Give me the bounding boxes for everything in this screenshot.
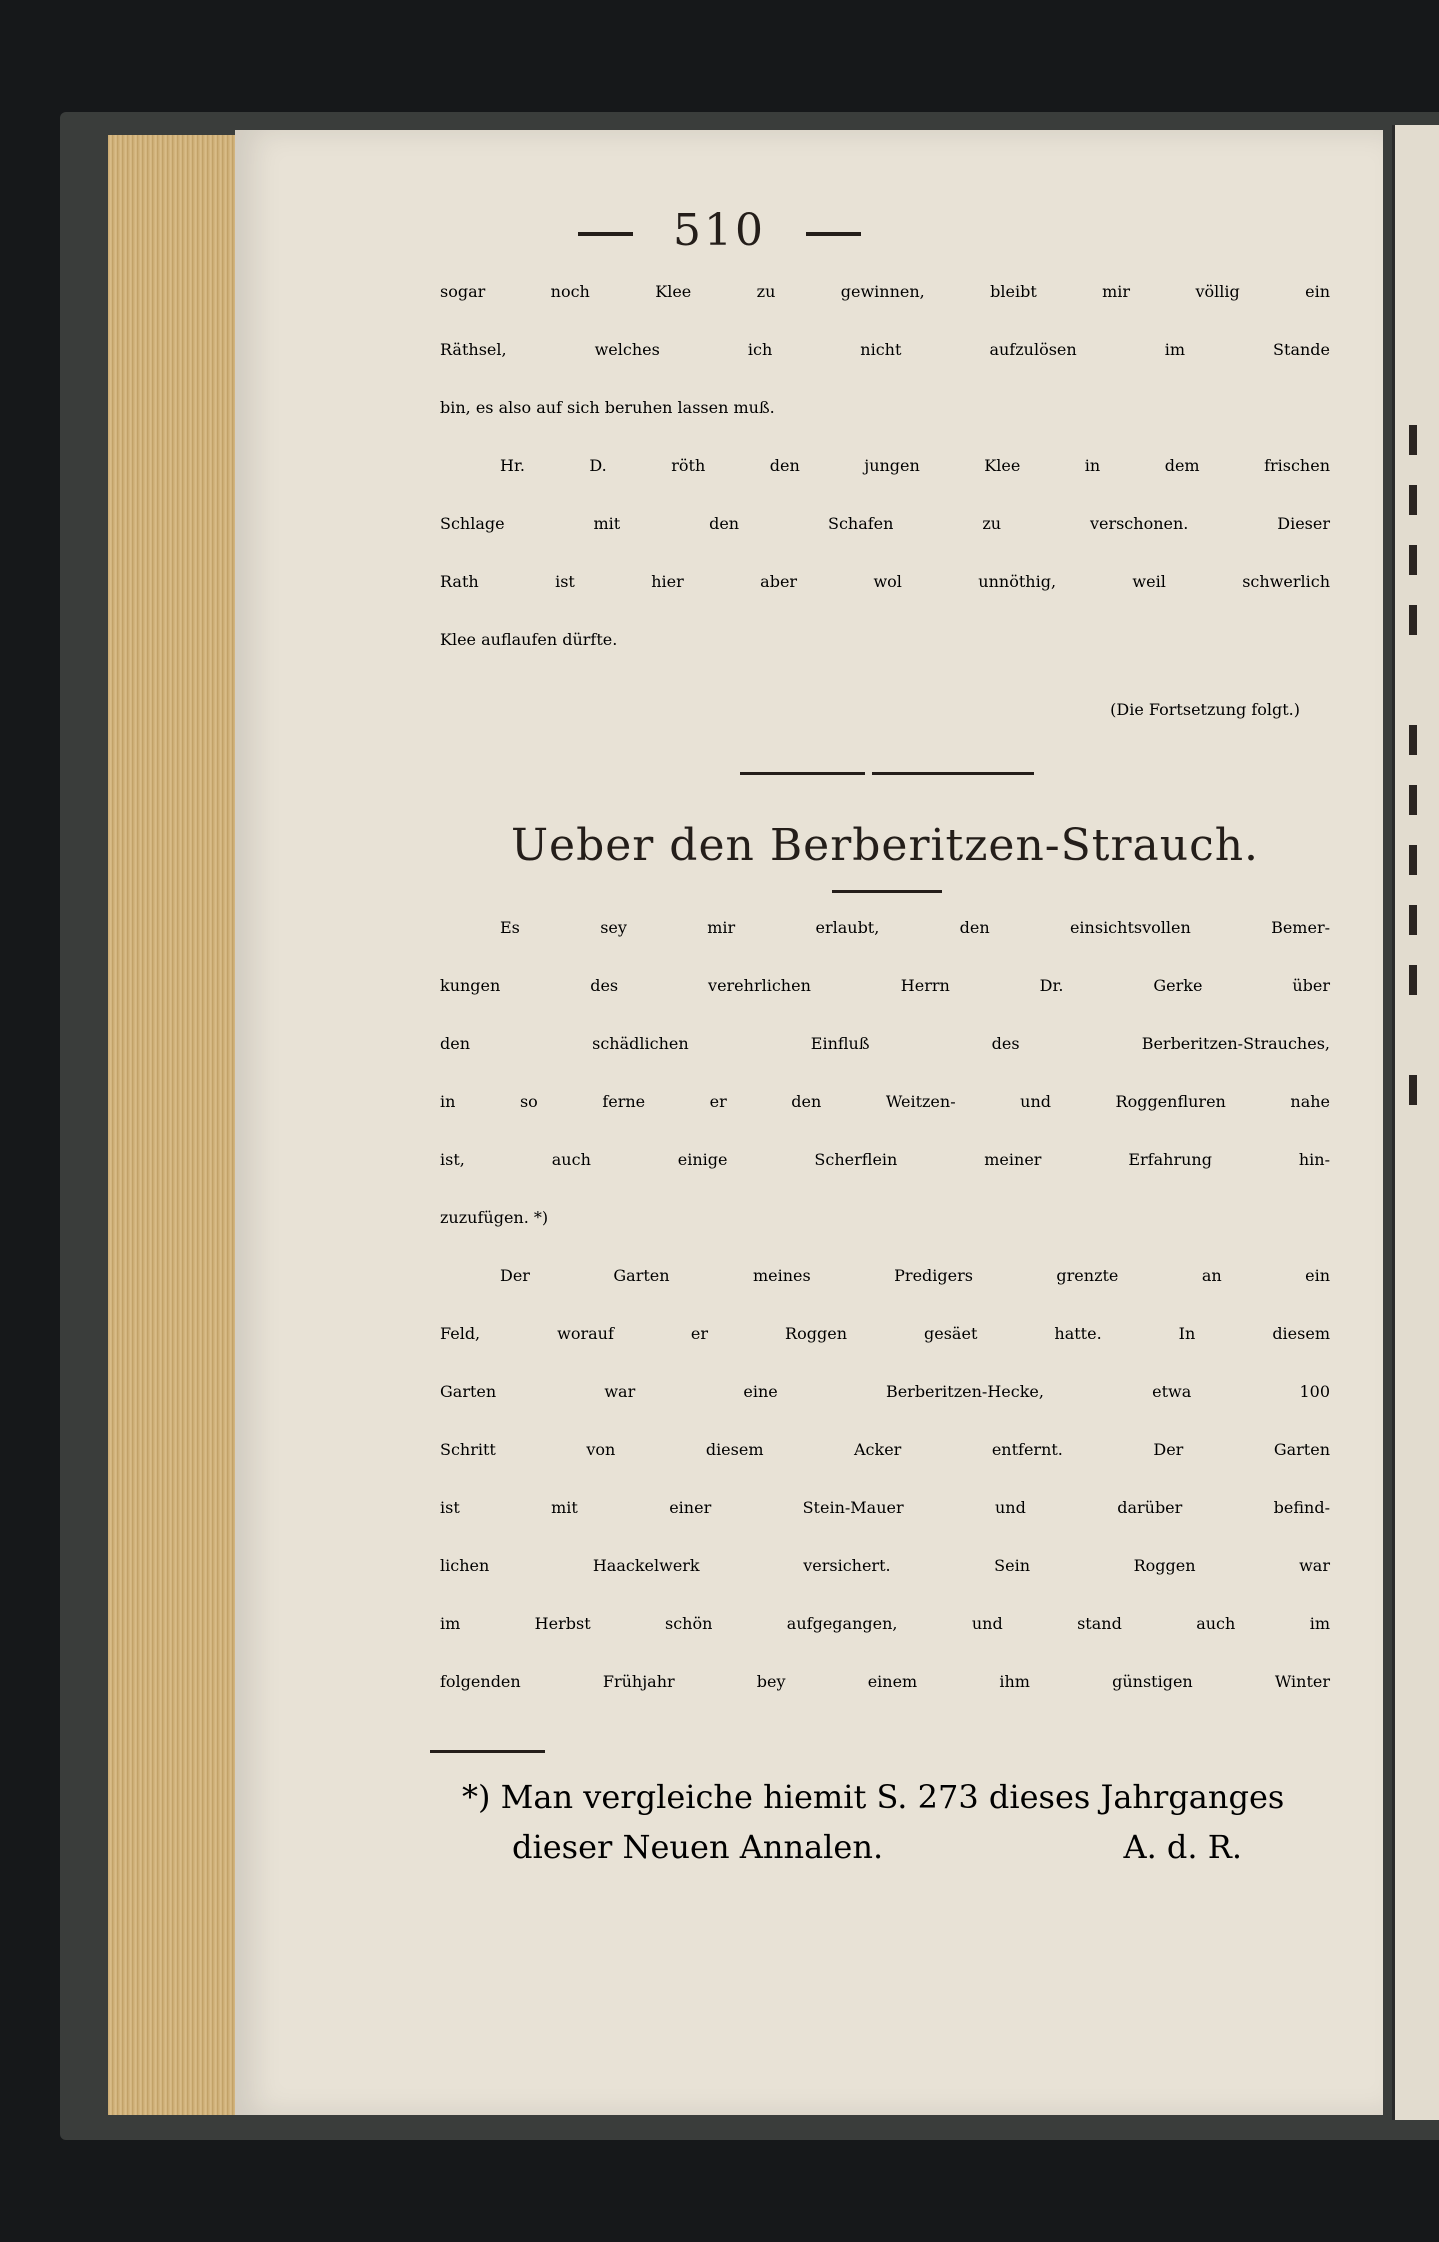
footnote-source: dieser Neuen Annalen. <box>512 1828 884 1866</box>
paragraph-top <box>440 282 1330 456</box>
section-divider <box>872 772 1034 775</box>
page-number <box>0 205 1439 256</box>
paragraph-four <box>440 1266 1330 1730</box>
footnote-line: *) Man vergleiche hiemit S. 273 dieses Jahrganges <box>462 1778 1285 1816</box>
footnote-divider <box>430 1750 545 1753</box>
text-line: sogar noch Klee zu gewinnen, bleibt mir völlig ein <box>440 282 1330 301</box>
footnote-signature: A. d. R. <box>1123 1828 1242 1866</box>
text-line: Schlage mit den Schafen zu verschonen. Dieser <box>440 514 1330 533</box>
article-heading: Ueber den Berberitzen-Strauch. <box>510 820 1260 871</box>
text-line: kungen des verehrlichen Herrn Dr. Gerke über <box>440 976 1330 995</box>
paragraph-two <box>440 456 1330 688</box>
text-line: Klee auflaufen dürfte. <box>440 630 618 649</box>
page-number-text: 510 <box>673 205 766 256</box>
page-edges <box>108 135 238 2115</box>
text-line: im Herbst schön aufgegangen, und stand auch im <box>440 1614 1330 1633</box>
text-line: Hr. D. röth den jungen Klee in dem frischen <box>500 456 1330 475</box>
text-line: Schritt von diesem Acker entfernt. Der Garten <box>440 1440 1330 1459</box>
text-line: Räthsel, welches ich nicht aufzulösen im Stande <box>440 340 1330 359</box>
continued-text: (Die Fortsetzung folgt.) <box>1110 700 1300 719</box>
paragraph-three <box>440 918 1330 1266</box>
text-line: lichen Haackelwerk versichert. Sein Roggen war <box>440 1556 1330 1575</box>
text-line: ist, auch einige Scherflein meiner Erfahrung hin- <box>440 1150 1330 1169</box>
footnote-line <box>462 1822 1322 1872</box>
footnote <box>462 1772 1322 1872</box>
heading-divider <box>832 890 942 893</box>
continued-note <box>440 700 1330 758</box>
text-line: Der Garten meines Predigers grenzte an ein <box>500 1266 1330 1285</box>
text-line: bin, es also auf sich beruhen lassen muß. <box>440 398 775 417</box>
text-line: Feld, worauf er Roggen gesäet hatte. In diesem <box>440 1324 1330 1343</box>
section-divider <box>740 772 865 775</box>
text-line: in so ferne er den Weitzen- und Roggenfluren nahe <box>440 1092 1330 1111</box>
facing-page-edge <box>1392 125 1439 2120</box>
text-line: den schädlichen Einfluß des Berberitzen-Strauches, <box>440 1034 1330 1053</box>
text-line: folgenden Frühjahr bey einem ihm günstigen Winter <box>440 1672 1330 1691</box>
text-line: zuzufügen. *) <box>440 1208 549 1227</box>
text-line: Rath ist hier aber wol unnöthig, weil schwerlich <box>440 572 1330 591</box>
text-line: Garten war eine Berberitzen-Hecke, etwa 100 <box>440 1382 1330 1401</box>
text-line: ist mit einer Stein-Mauer und darüber befind- <box>440 1498 1330 1517</box>
text-line: Es sey mir erlaubt, den einsichtsvollen Bemer- <box>500 918 1330 937</box>
